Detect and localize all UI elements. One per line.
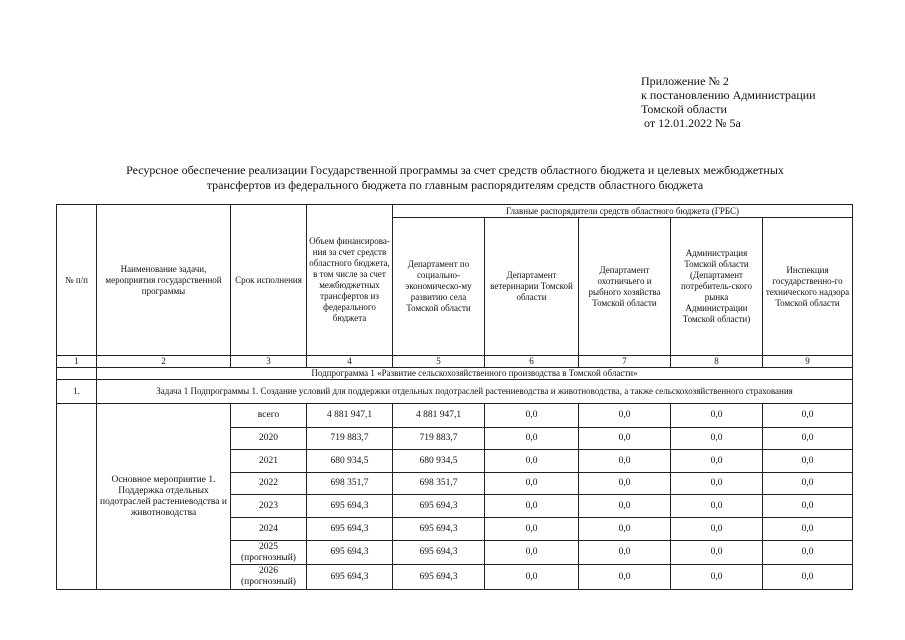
header-grbs: Главные распорядители средств областного бюджета (ГРБС) (393, 205, 853, 218)
header-term: Срок исполнения (231, 205, 307, 356)
approval-line: от 12.01.2022 № 5а (641, 116, 741, 130)
cell-hunt: 0,0 (579, 428, 671, 450)
cell-vet: 0,0 (485, 404, 579, 428)
header-num: № п/п (57, 205, 97, 356)
cell-volume: 695 694,3 (307, 541, 393, 565)
cell-volume: 695 694,3 (307, 565, 393, 590)
title-line: Ресурсное обеспечение реализации Государственной программы за счет средств областного бюджета и целевых межбюджетных (126, 163, 784, 177)
column-number: 8 (671, 356, 763, 368)
cell-admin: 0,0 (671, 428, 763, 450)
cell-admin: 0,0 (671, 495, 763, 518)
cell-insp: 0,0 (763, 404, 853, 428)
cell-term: 2026 (прогнозный) (231, 565, 307, 590)
header-volume: Объем финансирова-ния за счет средств областного бюджета, в том числе за счет межбюджетных трансфертов из федерального бюджета (307, 205, 393, 356)
cell-term: 2022 (231, 473, 307, 495)
cell-term: 2025 (прогнозный) (231, 541, 307, 565)
approval-line: к постановлению Администрации (641, 88, 816, 102)
cell-vet: 0,0 (485, 541, 579, 565)
approval-block (641, 74, 816, 130)
cell-social: 698 351,7 (393, 473, 485, 495)
cell-volume: 698 351,7 (307, 473, 393, 495)
cell-volume: 695 694,3 (307, 518, 393, 541)
cell-admin: 0,0 (671, 541, 763, 565)
subprogram-title: Подпрограмма 1 «Развитие сельскохозяйственного производства в Томской области» (97, 368, 853, 380)
column-number-row (57, 356, 853, 368)
column-number: 9 (763, 356, 853, 368)
cell-admin: 0,0 (671, 404, 763, 428)
header-inspection: Инспекция государственно-го технического надзора Томской области (763, 218, 853, 356)
cell-admin: 0,0 (671, 473, 763, 495)
column-number: 4 (307, 356, 393, 368)
approval-line: Приложение № 2 (641, 74, 729, 88)
header-admin: Администрация Томской области (Департамент потребитель-ского рынка Администрации Томской области) (671, 218, 763, 356)
column-number: 5 (393, 356, 485, 368)
cell-hunt: 0,0 (579, 473, 671, 495)
cell-hunt: 0,0 (579, 404, 671, 428)
header-dept-hunt: Департамент охотничьего и рыбного хозяйства Томской области (579, 218, 671, 356)
cell-volume: 680 934,5 (307, 450, 393, 473)
subprogram-num-cell (57, 368, 97, 380)
cell-vet: 0,0 (485, 473, 579, 495)
cell-social: 695 694,3 (393, 541, 485, 565)
cell-hunt: 0,0 (579, 518, 671, 541)
cell-social: 719 883,7 (393, 428, 485, 450)
task-number: 1. (57, 380, 97, 404)
cell-volume: 719 883,7 (307, 428, 393, 450)
cell-volume: 4 881 947,1 (307, 404, 393, 428)
column-number: 3 (231, 356, 307, 368)
table-row (57, 404, 853, 428)
cell-term: 2023 (231, 495, 307, 518)
cell-vet: 0,0 (485, 518, 579, 541)
cell-vet: 0,0 (485, 495, 579, 518)
approval-line: Томской области (641, 102, 727, 116)
cell-admin: 0,0 (671, 565, 763, 590)
column-number: 2 (97, 356, 231, 368)
cell-term: 2021 (231, 450, 307, 473)
cell-social: 680 934,5 (393, 450, 485, 473)
cell-admin: 0,0 (671, 518, 763, 541)
cell-social: 4 881 947,1 (393, 404, 485, 428)
cell-term: 2024 (231, 518, 307, 541)
column-number: 1 (57, 356, 97, 368)
activity-num-cell (57, 404, 97, 590)
cell-volume: 695 694,3 (307, 495, 393, 518)
column-number: 6 (485, 356, 579, 368)
header-dept-social: Департамент по социально-экономическо-му развитию села Томской области (393, 218, 485, 356)
cell-social: 695 694,3 (393, 495, 485, 518)
cell-insp: 0,0 (763, 541, 853, 565)
budget-table (56, 204, 853, 590)
cell-vet: 0,0 (485, 428, 579, 450)
task-title: Задача 1 Подпрограммы 1. Создание условий для поддержки отдельных подотраслей растениеводства и животноводства, а также сельскохозяйственного страхования (97, 380, 853, 404)
cell-social: 695 694,3 (393, 565, 485, 590)
cell-hunt: 0,0 (579, 495, 671, 518)
cell-insp: 0,0 (763, 450, 853, 473)
cell-hunt: 0,0 (579, 541, 671, 565)
activity-title: Основное мероприятие 1. Поддержка отдельных подотраслей растениеводства и животноводства (97, 404, 231, 590)
cell-term: 2020 (231, 428, 307, 450)
cell-term: всего (231, 404, 307, 428)
title-line: трансфертов из федерального бюджета по главным распорядителям средств областного бюджета (206, 178, 704, 192)
header-dept-vet: Департамент ветеринарии Томской области (485, 218, 579, 356)
cell-hunt: 0,0 (579, 565, 671, 590)
cell-vet: 0,0 (485, 565, 579, 590)
cell-insp: 0,0 (763, 473, 853, 495)
cell-hunt: 0,0 (579, 450, 671, 473)
cell-insp: 0,0 (763, 518, 853, 541)
cell-insp: 0,0 (763, 495, 853, 518)
cell-insp: 0,0 (763, 428, 853, 450)
column-number: 7 (579, 356, 671, 368)
cell-vet: 0,0 (485, 450, 579, 473)
header-name: Наименование задачи, мероприятия государственной программы (97, 205, 231, 356)
cell-insp: 0,0 (763, 565, 853, 590)
document-title (60, 163, 850, 193)
cell-social: 695 694,3 (393, 518, 485, 541)
cell-admin: 0,0 (671, 450, 763, 473)
